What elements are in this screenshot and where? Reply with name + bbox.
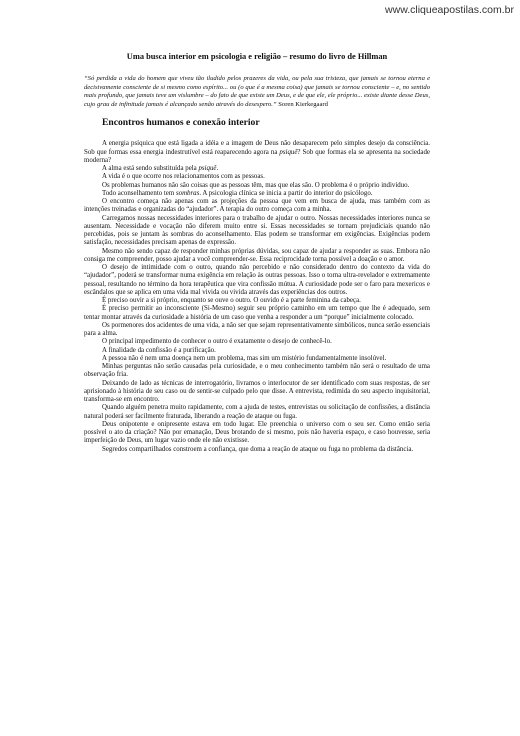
epigraph-author: Soren Kierkegaard [278,100,328,108]
paragraph: É preciso ouvir a si próprio, enquanto se ouve o outro. O ouvido é a parte feminina da cabeça. [102,297,361,305]
paragraph: Deus onipotente e onipresente estava em todo lugar. Ele preenchia o universo com o seu ser. Como então seria possível o ato da criação? Não por emanação, Deus brotando de si mesmo, pois não haveria espaço, e caso houvesse, seria imperfeição de Deus, um lugar vazio onde ele não existisse. [84,420,430,445]
paragraph: O desejo de intimidade com o outro, quando não percebido e não considerado dentro do contexto da vida do “ajudador”, poderá se transformar numa exigência em relação às outras pessoas. Isso o torna ultra-revelador e extremamente pessoal, resultando no término da hora terapêutica que vira confissão mútua. A curiosidade pode ser o faro para mexericos e escândalos que se aplica em uma vida mal vivida ou vivida através das experiências dos outros. [84,264,430,296]
paragraph: Mesmo não sendo capaz de responder minhas próprias dúvidas, sou capaz de ajudar a responder as suas. Embora não consiga me compreender, posso ajudar a você compreender-se. Essa reciprocidade torna possível a doação e o amor. [84,247,430,263]
body-text [84,140,430,454]
site-url: www.cliqueapostilas.com.br [385,4,514,16]
paragraph: A pessoa não é nem uma doença nem um problema, mas sim um mistério fundamentalmente insolúvel. [102,354,387,362]
paragraph: Minhas perguntas não serão causadas pela curiosidade, e o meu conhecimento também não será o resultado de uma observação fria. [84,363,430,379]
paragraph: Deixando de lado as técnicas de interrogatório, livramos o interlocutor de ser identificado com suas respostas, de ser aprisionado à história de seu caso ou de sentir-se culpado pelo que disse. A entrevista, redimida do seu aspecto inquisitorial, transforma-se em encontro. [84,379,430,404]
paragraph: É preciso permitir ao inconsciente (Si-Mesmo) seguir seu próprio caminho em um tempo que lhe é adequado, sem tentar montar através da curiosidade a história de um caso que venha a responder a um “porque” inicialmente colocado. [84,305,430,321]
paragraph: A energia psíquica que está ligada a idéia e a imagem de Deus não desaparecem pelo simples desejo da consciência. Sob que formas essa energia indestrutível está reaparecendo agora na psiquê? Sob que formas ela se apresenta na sociedade moderna? [84,140,430,164]
paragraph: Os problemas humanos não são coisas que as pessoas têm, mas que elas são. O problema é o próprio indivíduo. [102,181,410,189]
paragraph: Todo aconselhamento tem sombras. A psicologia clínica se inicia a partir do interior do psicólogo. [102,189,373,197]
paragraph: O encontro começa não apenas com as projeções da pessoa que vem em busca de ajuda, mas também com as intenções treinadas e organizadas do “ajudador”. A terapia do outro começa com a minha. [84,198,430,214]
epigraph [84,75,430,109]
document-title: Uma busca interior em psicologia e religião – resumo do livro de Hillman [126,52,388,61]
paragraph: O principal impedimento de conhecer o outro é exatamente o desejo de conhecê-lo. [102,338,332,346]
section-heading: Encontros humanos e conexão interior [102,117,260,129]
paragraph: Carregamos nossas necessidades interiores para o trabalho de ajudar o outro. Nossas necessidades interiores nunca se ausentam. Necessidade e vocação não diferem muito entre si. Essas necessidades se tornam prejudiciais quando não percebidas, pois se juntam às sombras do aconselhamento. Elas podem se transformar em exigências. Exigências podem satisfação, necessidades precisam apenas de expressão. [84,214,430,247]
paragraph: A alma está sendo substituída pela psiquê. [102,165,219,173]
paragraph: A finalidade da confissão é a purificação. [102,346,216,354]
document-page [84,52,430,454]
paragraph: A vida é o que ocorre nos relacionamentos com as pessoas. [102,173,265,181]
paragraph: Os pormenores dos acidentes de uma vida, a não ser que sejam representativamente simbólicos, nunca serão essenciais para a alma. [84,321,430,338]
epigraph-text: “Só perdida a vida do homem que viveu tão iludido pelos prazeres da vida, ou pela sua tristeza, que jamais se tornou eterna e decisivamente consciente de si mesmo como espírito... ou (o que é a mesma coisa) que jamais se tornou consciente – e, no sentido mais profundo, que jamais teve um vislumbre – do fato de que existe um Deus, e de que ele, ele próprio... existe diante desse Deus, cujo grau de infinitude jamais é alcançado senão através do desespero.” [84,75,430,108]
paragraph: Segredos compartilhados constroem a confiança, que doma a reação de ataque ou fuga no problema da distância. [102,445,414,453]
paragraph: Quando alguém penetra muito rapidamente, com a ajuda de testes, entrevistas ou solicitação de confissões, a distância natural poderá ser facilmente fraturada, liberando a reação de ataque ou fuga. [84,404,430,420]
